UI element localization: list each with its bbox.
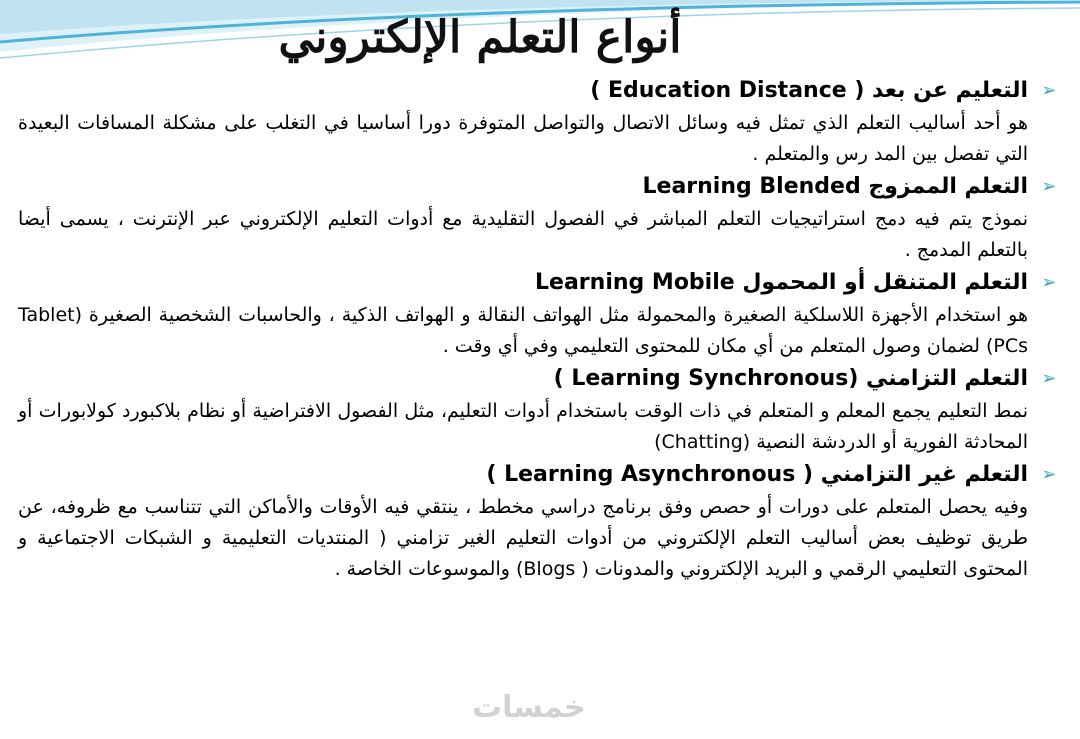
section-body: وفيه يحصل المتعلم على دورات أو حصص وفق برنامج دراسي مخطط ، ينتقي فيه الأوقات والأماكن التي تتناسب مع ظروفه، عن طريق توظيف بعض أساليب التعلم الإلكتروني من أدوات التعليم الغير تزامني ( المنتديات التعليمية و الشبكات الاجتماعية و المحتوى التعليمي الرقمي و البريد الإلكتروني والمدونات ( Blogs) والموسوعات الخاصة . <box>18 496 1028 580</box>
section-body: نمط التعليم يجمع المعلم و المتعلم في ذات الوقت باستخدام أدوات التعليم، مثل الفصول الافتراضية أو نظام بلاكبورد كولابورات أو المحادثة الفورية أو الدردشة النصية (Chatting) <box>18 400 1028 453</box>
section-body: هو استخدام الأجهزة اللاسلكية الصغيرة والمحمولة مثل الهواتف النقالة و الهواتف الذكية ، والحاسبات الشخصية الصغيرة (Tablet PCs) لضمان وصول المتعلم من أي مكان للمحتوى التعليمي وفي أي وقت . <box>18 304 1028 357</box>
section-heading <box>18 266 1060 300</box>
heading-text: التعليم عن بعد ( Education Distance ) <box>590 78 1028 103</box>
section-heading <box>18 74 1060 108</box>
heading-text: التعلم غير التزامني ( Learning Asynchronous ) <box>486 462 1028 487</box>
slide-title: أنواع التعلم الإلكتروني <box>278 12 682 63</box>
section-blended-learning <box>18 170 1060 266</box>
arrow-bullet-icon: ➢ <box>1041 464 1057 485</box>
section-asynchronous-learning <box>18 458 1060 585</box>
heading-text: التعلم الممزوج Learning Blended <box>642 174 1028 199</box>
section-heading <box>18 362 1060 396</box>
section-distance-education <box>18 74 1060 170</box>
section-mobile-learning <box>18 266 1060 362</box>
arrow-bullet-icon: ➢ <box>1041 272 1057 293</box>
content-area <box>18 74 1060 585</box>
heading-text: التعلم المتنقل أو المحمول Learning Mobile <box>535 270 1028 295</box>
section-heading <box>18 170 1060 204</box>
section-body: هو أحد أساليب التعلم الذي تمثل فيه وسائل الاتصال والتواصل المتوفرة دورا أساسيا في التغلب على مشكلة المسافات البعيدة التي تفصل بين المد رس والمتعلم . <box>18 112 1028 165</box>
arrow-bullet-icon: ➢ <box>1041 368 1057 389</box>
heading-text: التعلم التزامني (Learning Synchronous ) <box>553 366 1028 391</box>
section-synchronous-learning <box>18 362 1060 458</box>
arrow-bullet-icon: ➢ <box>1041 80 1057 101</box>
section-body: نموذج يتم فيه دمج استراتيجيات التعلم المباشر في الفصول التقليدية مع أدوات التعليم الإلكتروني عبر الإنترنت ، يسمى أيضا بالتعلم المدمج . <box>18 208 1028 261</box>
watermark-logo: خمسات <box>472 690 586 725</box>
arrow-bullet-icon: ➢ <box>1041 176 1057 197</box>
section-heading <box>18 458 1060 492</box>
